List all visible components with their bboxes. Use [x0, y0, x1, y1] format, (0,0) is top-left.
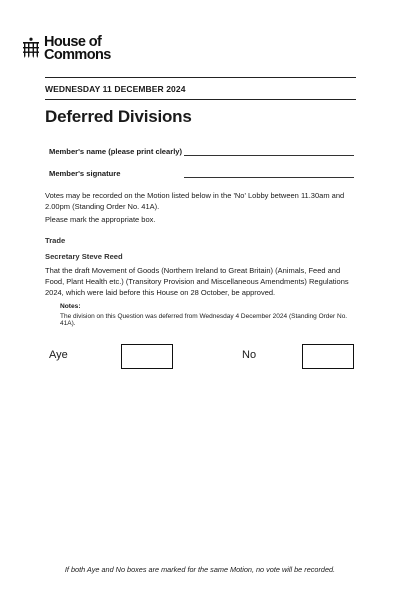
no-label: No [242, 349, 257, 361]
member-name-field[interactable] [184, 155, 354, 156]
member-name-label: Member's name (please print clearly) [49, 147, 183, 156]
logo-line-2: Commons [44, 46, 111, 63]
no-checkbox[interactable] [302, 344, 354, 369]
aye-label: Aye [49, 349, 68, 361]
date-rule [45, 99, 356, 100]
page-title: Deferred Divisions [45, 107, 192, 126]
notes-label: Notes: [60, 303, 81, 310]
votes-instruction: Votes may be recorded on the Motion listed below in the 'No' Lobby between 11.30am and 2.00pm (Standing Order No. 41A). [45, 191, 345, 211]
portcullis-icon [21, 37, 41, 59]
member-signature-field[interactable] [184, 177, 354, 178]
footer-note: If both Aye and No boxes are marked for the same Motion, no vote will be recorded. [64, 565, 336, 574]
house-of-commons-logo [21, 36, 111, 61]
logo-line-1: House of [44, 34, 102, 50]
top-rule [45, 77, 356, 78]
motion-text: That the draft Movement of Goods (Northern Ireland to Great Britain) (Animals, Feed and Food, Plant Health etc.) (Transitory Provision and Miscellaneous Amendments) Regulations 2024, which were laid before this House on 28 October, be approved. [45, 266, 349, 297]
motion-subject: Trade [45, 236, 66, 245]
aye-checkbox[interactable] [121, 344, 173, 369]
notes-text: The division on this Question was deferred from Wednesday 4 December 2024 (Standing Order No. 41A). [60, 313, 348, 327]
mark-instruction: Please mark the appropriate box. [45, 215, 156, 224]
motion-mover: Secretary Steve Reed [45, 252, 123, 261]
date-heading: WEDNESDAY 11 DECEMBER 2024 [45, 84, 186, 94]
member-signature-label: Member's signature [49, 169, 121, 178]
